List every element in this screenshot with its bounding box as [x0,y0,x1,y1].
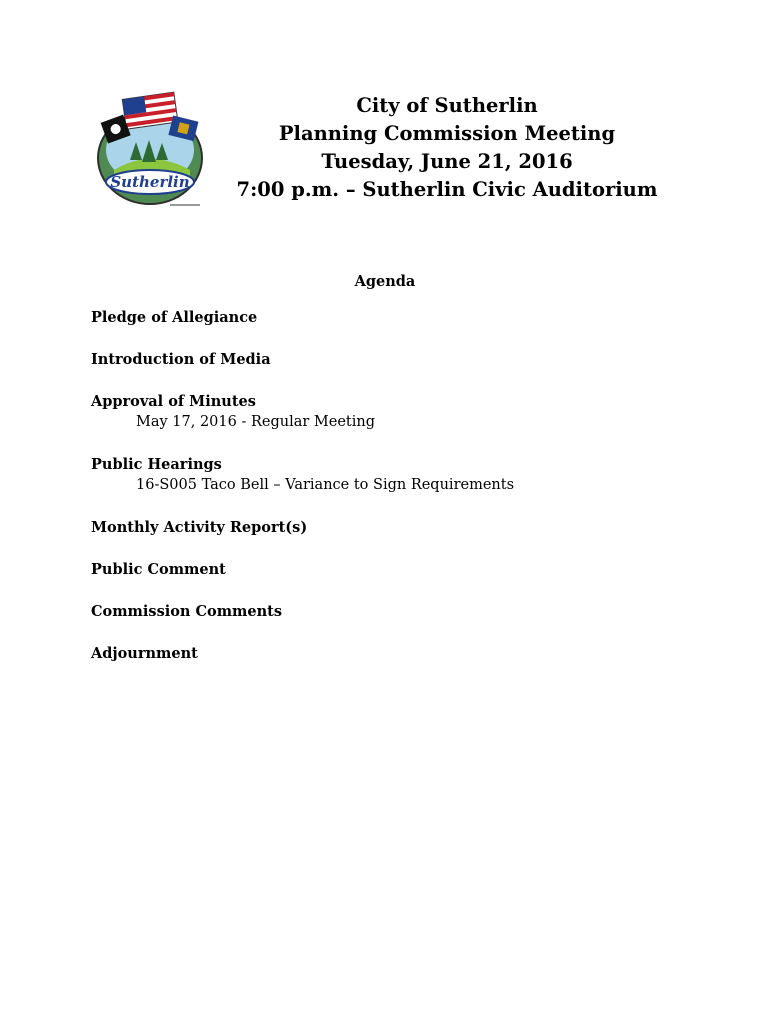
city-logo [94,90,212,212]
agenda-item [91,454,691,496]
logo-text: Sutherlin [110,173,190,191]
agenda-title: Agenda [354,273,416,290]
agenda-item-heading: Public Hearings [91,456,222,473]
agenda-item [91,307,691,328]
agenda-item-heading: Commission Comments [91,603,283,620]
agenda-item [91,643,691,664]
agenda-item-heading: Public Comment [91,561,226,578]
agenda-item-heading: Adjournment [91,645,198,662]
agenda-item [91,601,691,622]
agenda-item-detail: 16-S005 Taco Bell – Variance to Sign Requirements [136,477,515,493]
agenda-item-detail: May 17, 2016 - Regular Meeting [136,414,376,430]
meeting-date: Tuesday, June 21, 2016 [321,150,573,173]
agenda-item [91,391,691,433]
agenda-list [91,307,691,664]
meeting-time-location: 7:00 p.m. – Sutherlin Civic Auditorium [236,178,658,201]
meeting-name: Planning Commission Meeting [278,122,616,145]
agenda-item-heading: Monthly Activity Report(s) [91,519,308,536]
agenda-item [91,349,691,370]
agenda-item-heading: Pledge of Allegiance [91,309,258,326]
agenda-item [91,517,691,538]
agenda-item [91,559,691,580]
agenda-item-heading: Approval of Minutes [91,393,256,410]
city-name: City of Sutherlin [356,94,538,117]
agenda-item-heading: Introduction of Media [91,351,271,368]
meeting-header [232,92,662,204]
